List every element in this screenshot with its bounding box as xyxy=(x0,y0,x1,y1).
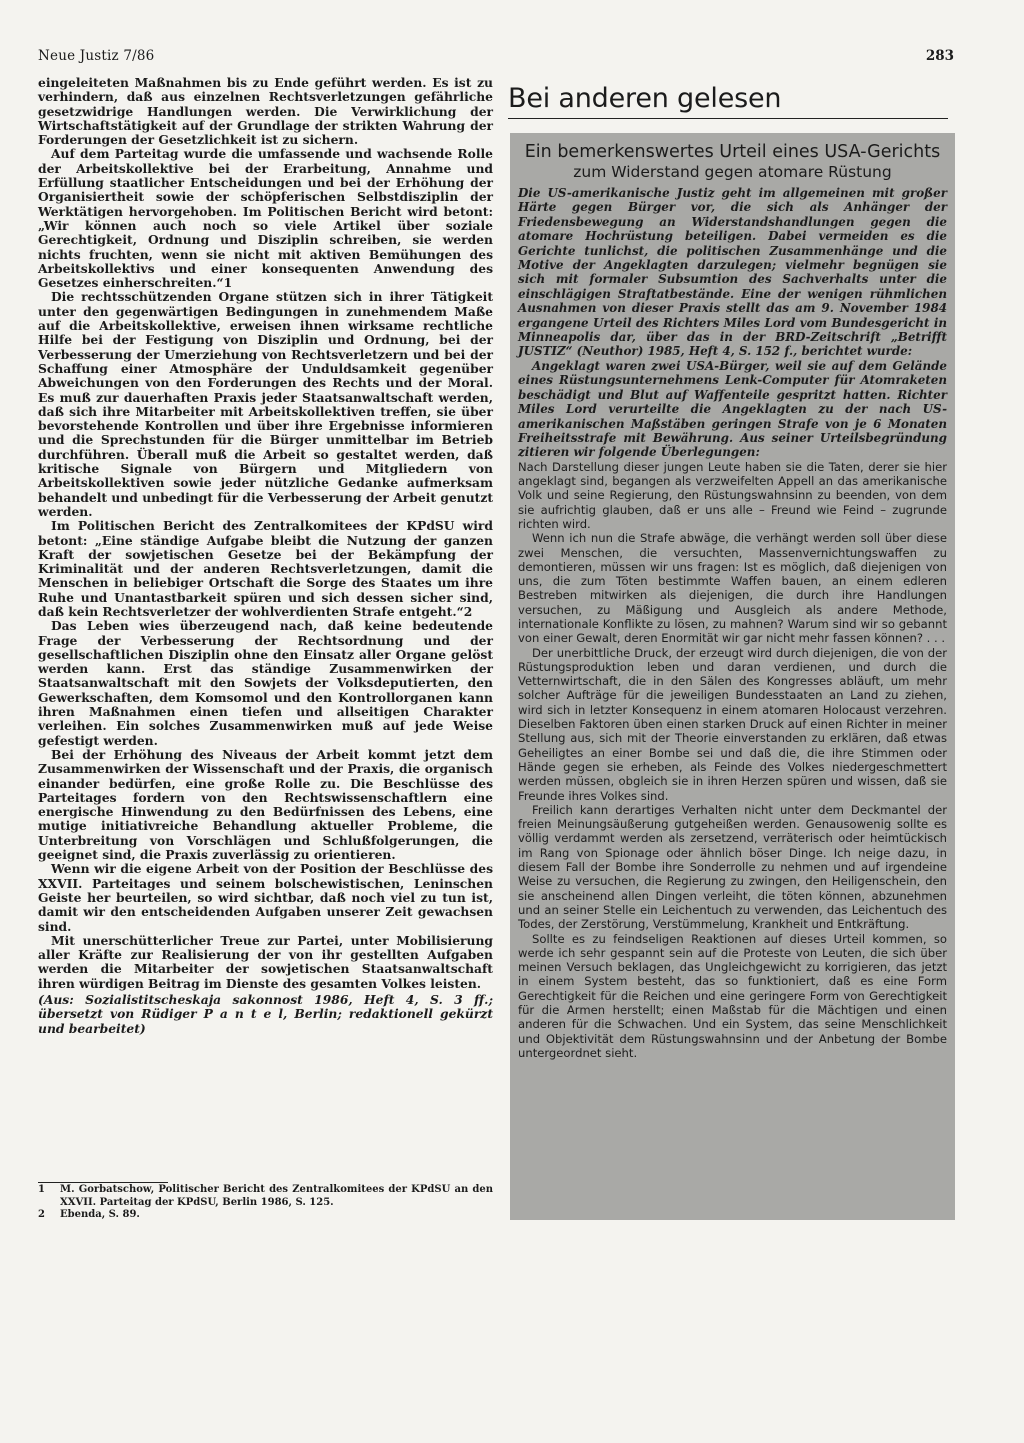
box-title: Ein bemerkenswertes Urteil eines USA-Gerichts xyxy=(524,142,941,162)
section-heading: Bei anderen gelesen xyxy=(508,84,948,119)
feature-box xyxy=(510,133,955,1220)
footnote-text: Ebenda, S. 89. xyxy=(60,1209,140,1220)
footnote-number: 1 xyxy=(38,1184,45,1195)
quote-paragraph: Sollte es zu feindseligen Reaktionen auf dieses Urteil kommen, so werde ich sehr gespannt sein auf die Proteste von Leuten, die sich über meinen Versuch beklagen, das Ungleichgewicht zu korrigieren, das jetzt in einem System besteht, das so funktioniert, daß es eine Form Gerechtigkeit für die Reichen und eine geringere Form von Gerechtigkeit für die Armen herstellt; einen Maßstab für die Mächtigen und einen anderen für die Schwachen. Und ein System, das seine Menschlichkeit und Objektivität dem Rüstungswahnsinn und der Anbetung der Bombe untergeordnet sieht. xyxy=(518,931,947,1060)
lead-paragraph: Die US-amerikanische Justiz geht im allgemeinen mit großer Härte gegen Bürger vor, die sich als Anhänger der Friedensbewegung an Widerstandshandlungen gegen die atomare Hochrüstung beteiligen. Dabei vermeiden es die Gerichte tunlichst, die politischen Zusammenhänge und die Motive der Angeklagten darzulegen; vielmehr begnügen sie sich mit formaler Subsumtion des Sachverhalts unter die einschlägigen Straftatbestände. Eine der wenigen rühmlichen Ausnahmen von dieser Praxis stellt das am 9. November 1984 ergangene Urteil des Richters Miles Lord vom Bundesgericht in Minneapolis dar, über das in der BRD-Zeitschrift „Betrifft JUSTIZ“ (Neuthor) 1985, Heft 4, S. 152 f., berichtet wurde: xyxy=(518,186,947,359)
article-paragraph: Bei der Erhöhung des Niveaus der Arbeit kommt jetzt dem Zusammenwirken der Wissenschaft und der Praxis, die organisch einander bedürfen, eine große Rolle zu. Die Beschlüsse des Parteitages fordern von den Rechtswissenschaftlern eine energische Hinwendung zu den Bedürfnissen des Lebens, eine mutige initiativreiche Behandlung aktueller Probleme, die Unterbreitung von Vorschlägen und Schlußfolgerungen, die geeignet sind, die Praxis zuverlässig zu orientieren. xyxy=(38,746,493,863)
box-subtitle: zum Widerstand gegen atomare Rüstung xyxy=(573,163,892,181)
journal-issue: Neue Justiz 7/86 xyxy=(38,48,155,64)
quote-paragraph: Der unerbittliche Druck, der erzeugt wird durch diejenigen, die von der Rüstungsproduktion leben und daran verdienen, und durch die Vetternwirtschaft, die in den Sälen des Kongresses abläuft, um mehr solcher Aufträge für die jeweiligen Bundesstaaten an Land zu ziehen, wird sich in letzter Konsequenz in einem atomaren Holocaust verzehren. Dieselben Faktoren üben einen starken Druck auf einen Richter in meiner Stellung aus, sich mit der Theorie einverstanden zu erklären, daß etwas Geheiligtes an einer Bombe sei und daß die, die ihre Stimmen oder Hände gegen sie erheben, als Feinde des Volkes niedergeschmettert werden müssen, obgleich sie in ihren Herzen spüren und wissen, daß sie Freunde ihres Volkes sind. xyxy=(518,645,947,803)
article-paragraph: Wenn wir die eigene Arbeit von der Position der Beschlüsse des XXVII. Parteitages und seinem bolschewistischen, Leninschen Geiste her beurteilen, so wird sichtbar, daß noch viel zu tun ist, damit wir den entscheidenden Aufgaben unserer Zeit gewachsen sind. xyxy=(38,861,493,934)
article-paragraph: Im Politischen Bericht des Zentralkomitees der KPdSU wird betont: „Eine ständige Aufgabe bleibt die Nutzung der ganzen Kraft der sowjetischen Gesetze bei der Bekämpfung der Kriminalität und der anderen Rechtsverletzungen, damit die Menschen in beliebiger Ortschaft die Sorge des Staates um ihre Ruhe und Unantastbarkeit spüren und sich dessen sicher sind, daß kein Rechtsverletzer der wohlverdienten Strafe entgeht.“2 xyxy=(38,518,493,619)
footnote-rule xyxy=(38,1182,168,1183)
footnote xyxy=(38,1184,493,1209)
article-paragraph: Mit unerschütterlicher Treue zur Partei, unter Mobilisierung aller Kräfte zur Realisierung der von ihr gestellten Aufgaben werden die Mitarbeiter der sowjetischen Staatsanwaltschaft ihren würdigen Beitrag im Dienste des gesamten Volkes leisten. xyxy=(38,932,493,991)
article-paragraph: Die rechtsschützenden Organe stützen sich in ihrer Tätigkeit unter den gegenwärtigen Bedingungen in zunehmendem Maße auf die Arbeitskollektive, erweisen ihnen wirksame rechtliche Hilfe bei der Festigung von Disziplin und Ordnung, bei der Verbesserung der Umerziehung von Rechtsverletzern und bei der Schaffung einer Atmosphäre der Unduldsamkeit gegenüber Abweichungen von den Forderungen des Rechts und der Moral. Es muß zur dauerhaften Praxis jeder Staatsanwaltschaft werden, daß sich ihre Mitarbeiter mit Arbeitskollektiven treffen, sie über bevorstehende Kontrollen und über ihre Ergebnisse informieren und die Sprechstunden für die Bürger unmittelbar im Betrieb durchführen. Überall muß die Arbeit so gestaltet werden, daß kritische Signale von Bürgern und Mitgliedern von Arbeitskollektiven sowie jeder nützliche Gedanke aufmerksam behandelt und unbedingt für die Verbesserung der Arbeit genutzt werden. xyxy=(38,289,493,519)
running-header xyxy=(38,48,954,70)
quote-paragraph: Nach Darstellung dieser jungen Leute haben sie die Taten, derer sie hier angeklagt sind, begangen als verzweifelten Appell an das amerikanische Volk und seine Regierung, den Rüstungswahnsinn zu beenden, von dem sie aufrichtig glauben, daß er uns alle – Freund wie Feind – zugrunde richten wird. xyxy=(518,459,947,531)
quote-paragraph: Wenn ich nun die Strafe abwäge, die verhängt werden soll über diese zwei Menschen, die versuchten, Massenvernichtungswaffen zu demontieren, müssen wir uns fragen: Ist es möglich, daß diejenigen von uns, die zum Töten bestimmte Waffen bauen, an einem edleren Bestreben mitwirken als diejenigen, die durch ihre Handlungen versuchen, zu Mäßigung und Ausgleich als andere Methode, internationale Konflikte zu lösen, zu mahnen? Warum sind wir so gebannt von einer Gewalt, deren Enormität wir gar nicht mehr fassen können? . . . xyxy=(518,531,947,646)
source-citation: (Aus: Sozialistitscheskaja sakonnost 1986, Heft 4, S. 3 ff.; übersetzt von Rüdiger P a n t e l, Berlin; redaktionell gekürzt und bearbeitet) xyxy=(38,992,493,1036)
left-column-article xyxy=(38,76,493,1036)
box-body xyxy=(518,460,947,1060)
footnote-number: 2 xyxy=(38,1209,45,1220)
footnote xyxy=(38,1209,493,1222)
article-paragraph: Auf dem Parteitag wurde die umfassende und wachsende Rolle der Arbeitskollektive bei der Erarbeitung, Annahme und Erfüllung staatlicher Entscheidungen und bei der Erhöhung der Organisiertheit sowie der schöpferischen Selbstdisziplin der Werktätigen hervorgehoben. Im Politischen Bericht wird betont: „Wir können auch noch so viele Artikel über soziale Gerechtigkeit, Ordnung und Disziplin schreiben, sie werden nichts fruchten, wenn sie nicht mit aktiven Bemühungen des Arbeitskollektivs und einer konsequenten Anwendung des Gesetzes einherschreiten.“1 xyxy=(38,146,493,291)
article-paragraph: eingeleiteten Maßnahmen bis zu Ende geführt werden. Es ist zu verhindern, daß aus einzelnen Rechtsverletzungen gefährliche gesetzwidrige Handlungen werden. Die Verwirklichung der Wirtschaftstätigkeit auf der Grundlage der strikten Wahrung der Forderungen der Gesetzlichkeit ist zu sichern. xyxy=(38,75,493,148)
footnotes xyxy=(38,1184,493,1222)
page-number: 283 xyxy=(925,48,954,64)
box-lead xyxy=(518,186,947,460)
quote-paragraph: Freilich kann derartiges Verhalten nicht unter dem Deckmantel der freien Meinungsäußerung gutgeheißen werden. Genausowenig sollte es völlig verdammt werden als zersetzend, verräterisch oder heimtückisch im Rang von Spionage oder ähnlich böser Dinge. Ich neige dazu, in diesem Fall der Bombe ihre Sonderrolle zu nehmen und auf irgendeine Weise zu versuchen, die Regierung zu zwingen, den Heiligenschein, den sie anscheinend allen Dingen verleiht, die töten können, abzunehmen und an seiner Stelle ein Leichentuch zu verwenden, das Leichentuch des Todes, der Zerstörung, Verstümmelung, Krankheit und Entkräftung. xyxy=(518,802,947,932)
article-paragraph: Das Leben wies überzeugend nach, daß keine bedeutende Frage der Verbesserung der Rechtsordnung und der gesellschaftlichen Disziplin ohne den Einsatz aller Organe gelöst werden kann. Erst das ständige Zusammenwirken der Staatsanwaltschaft mit den Sowjets der Volksdeputierten, den Gewerkschaften, dem Komsomol und den Kontrollorganen kann ihren Maßnahmen einen tiefen und allseitigen Charakter verleihen. Ein solches Zusammenwirken muß auf jede Weise gefestigt werden. xyxy=(38,618,493,748)
lead-paragraph: Angeklagt waren zwei USA-Bürger, weil sie auf dem Gelände eines Rüstungsunternehmens Lenk-Computer für Atomraketen beschädigt und Blut auf Waffenteile gespritzt hatten. Richter Miles Lord verurteilte die Angeklagten zu der nach US-amerikanischen Maßstäben geringen Strafe von je 6 Monaten Freiheitsstrafe mit Bewährung. Aus seiner Urteilsbegründung zitieren wir folgende Überlegungen: xyxy=(518,358,947,460)
footnote-text: M. Gorbatschow, Politischer Bericht des Zentralkomitees der KPdSU an den XXVII. Parteitag der KPdSU, Berlin 1986, S. 125. xyxy=(60,1184,493,1208)
